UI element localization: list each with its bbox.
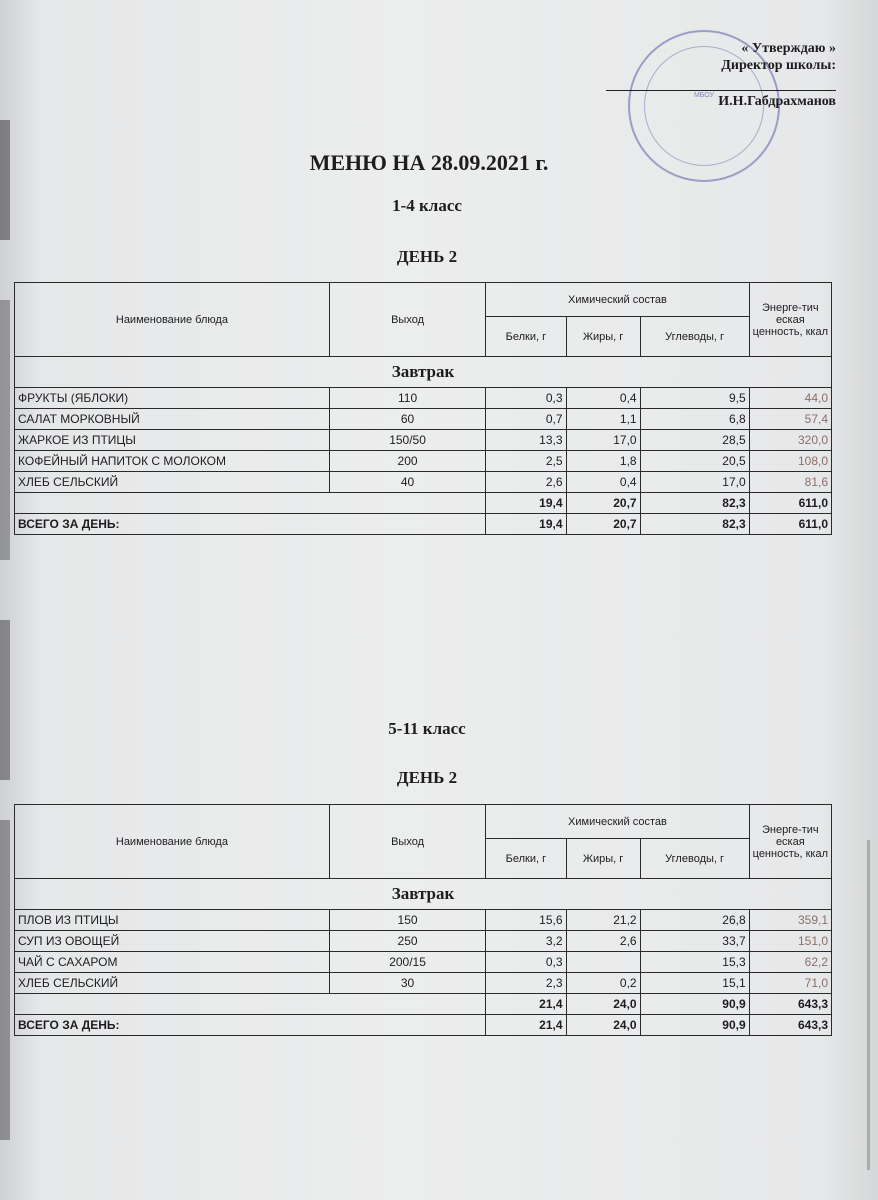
subtotal-row [15,994,832,1015]
page-title: МЕНЮ НА 28.09.2021 г. [309,150,549,175]
cell-fat: 0,4 [566,472,640,493]
seal-text: МБОУ [693,92,715,99]
table-row [15,409,832,430]
cell-kcal: 359,1 [749,910,831,931]
cell-protein: 21,4 [486,994,566,1015]
cell-yield: 30 [329,973,485,994]
header-dish: Наименование блюда [15,805,330,879]
scan-edge-mark [0,300,10,560]
header-protein: Белки, г [486,317,566,357]
cell-carbs: 26,8 [640,910,749,931]
cell-fat: 17,0 [566,430,640,451]
table-row [15,910,832,931]
cell-carbs: 6,8 [640,409,749,430]
table-row [15,973,832,994]
cell-kcal: 81,6 [749,472,831,493]
cell-fat: 24,0 [566,994,640,1015]
cell-yield: 150/50 [329,430,485,451]
cell-carbs: 17,0 [640,472,749,493]
cell-protein: 19,4 [486,514,566,535]
cell-yield: 250 [329,931,485,952]
cell-protein: 13,3 [486,430,566,451]
cell-carbs: 9,5 [640,388,749,409]
cell-kcal: 62,2 [749,952,831,973]
table-row [15,931,832,952]
cell-protein: 2,3 [486,973,566,994]
cell-kcal: 71,0 [749,973,831,994]
cell-yield: 150 [329,910,485,931]
table-row [15,430,832,451]
approval-block [606,40,836,110]
cell-carbs: 15,3 [640,952,749,973]
cell-dish-name: ФРУКТЫ (ЯБЛОКИ) [15,388,330,409]
total-row [15,514,832,535]
table-row [15,388,832,409]
meal-heading: Завтрак [15,357,832,388]
cell-protein: 3,2 [486,931,566,952]
cell-protein: 0,3 [486,388,566,409]
approval-name: И.Н.Габдрахманов [718,94,836,109]
meal-heading: Завтрак [15,879,832,910]
cell-kcal: 643,3 [749,1015,831,1036]
header-yield: Выход [329,805,485,879]
day-heading: ДЕНЬ 2 [396,768,458,787]
approval-position: Директор школы: [721,58,836,73]
cell-carbs: 15,1 [640,973,749,994]
cell-kcal: 611,0 [749,493,831,514]
cell-protein: 2,6 [486,472,566,493]
cell-protein: 0,3 [486,952,566,973]
cell-yield: 200/15 [329,952,485,973]
cell-carbs: 28,5 [640,430,749,451]
cell-dish-name: ХЛЕБ СЕЛЬСКИЙ [15,472,330,493]
header-chem: Химический состав [486,283,749,317]
header-carbs: Углеводы, г [640,317,749,357]
header-carbs: Углеводы, г [640,839,749,879]
cell-yield: 60 [329,409,485,430]
cell-carbs: 33,7 [640,931,749,952]
table-row [15,472,832,493]
cell-fat: 24,0 [566,1015,640,1036]
cell-fat: 20,7 [566,493,640,514]
cell-carbs: 82,3 [640,514,749,535]
cell-kcal: 151,0 [749,931,831,952]
cell-carbs: 82,3 [640,493,749,514]
cell-dish-name: САЛАТ МОРКОВНЫЙ [15,409,330,430]
cell-fat: 20,7 [566,514,640,535]
cell-fat: 21,2 [566,910,640,931]
cell-carbs: 90,9 [640,994,749,1015]
cell-dish-name: ПЛОВ ИЗ ПТИЦЫ [15,910,330,931]
cell-dish-name: КОФЕЙНЫЙ НАПИТОК С МОЛОКОМ [15,451,330,472]
menu-table [14,804,832,1036]
cell-fat [566,952,640,973]
header-chem: Химический состав [486,805,749,839]
cell-dish-name: ЖАРКОЕ ИЗ ПТИЦЫ [15,430,330,451]
signature-line [606,90,836,91]
scan-edge-mark [0,120,10,240]
cell-kcal: 44,0 [749,388,831,409]
total-label: ВСЕГО ЗА ДЕНЬ: [15,1015,486,1036]
cell-kcal: 643,3 [749,994,831,1015]
header-yield: Выход [329,283,485,357]
scan-edge-mark [0,820,10,1140]
header-fat: Жиры, г [566,317,640,357]
cell-protein: 21,4 [486,1015,566,1036]
cell-fat: 0,2 [566,973,640,994]
grade-heading: 5-11 класс [388,719,466,738]
cell-fat: 1,1 [566,409,640,430]
cell-protein: 2,5 [486,451,566,472]
cell-fat: 1,8 [566,451,640,472]
day-heading: ДЕНЬ 2 [396,247,458,266]
cell-carbs: 20,5 [640,451,749,472]
cell-kcal: 57,4 [749,409,831,430]
cell-kcal: 611,0 [749,514,831,535]
cell-protein: 19,4 [486,493,566,514]
header-energy: Энерге-тич еская ценность, ккал [749,805,831,879]
menu-table [14,282,832,535]
cell-kcal: 108,0 [749,451,831,472]
cell-fat: 0,4 [566,388,640,409]
scan-edge-mark [0,620,10,780]
table-row [15,451,832,472]
subtotal-label [15,493,486,514]
subtotal-label [15,994,486,1015]
cell-yield: 40 [329,472,485,493]
cell-protein: 15,6 [486,910,566,931]
grade-heading: 1-4 класс [392,196,462,215]
total-row [15,1015,832,1036]
cell-kcal: 320,0 [749,430,831,451]
cell-dish-name: СУП ИЗ ОВОЩЕЙ [15,931,330,952]
cell-carbs: 90,9 [640,1015,749,1036]
cell-fat: 2,6 [566,931,640,952]
header-protein: Белки, г [486,839,566,879]
cell-dish-name: ЧАЙ С САХАРОМ [15,952,330,973]
header-fat: Жиры, г [566,839,640,879]
table-row [15,952,832,973]
header-energy: Энерге-тич еская ценность, ккал [749,283,831,357]
cell-yield: 110 [329,388,485,409]
approval-heading: « Утверждаю » [741,41,836,56]
header-dish: Наименование блюда [15,283,330,357]
total-label: ВСЕГО ЗА ДЕНЬ: [15,514,486,535]
cell-yield: 200 [329,451,485,472]
scan-edge-mark [867,840,870,1170]
cell-dish-name: ХЛЕБ СЕЛЬСКИЙ [15,973,330,994]
subtotal-row [15,493,832,514]
cell-protein: 0,7 [486,409,566,430]
